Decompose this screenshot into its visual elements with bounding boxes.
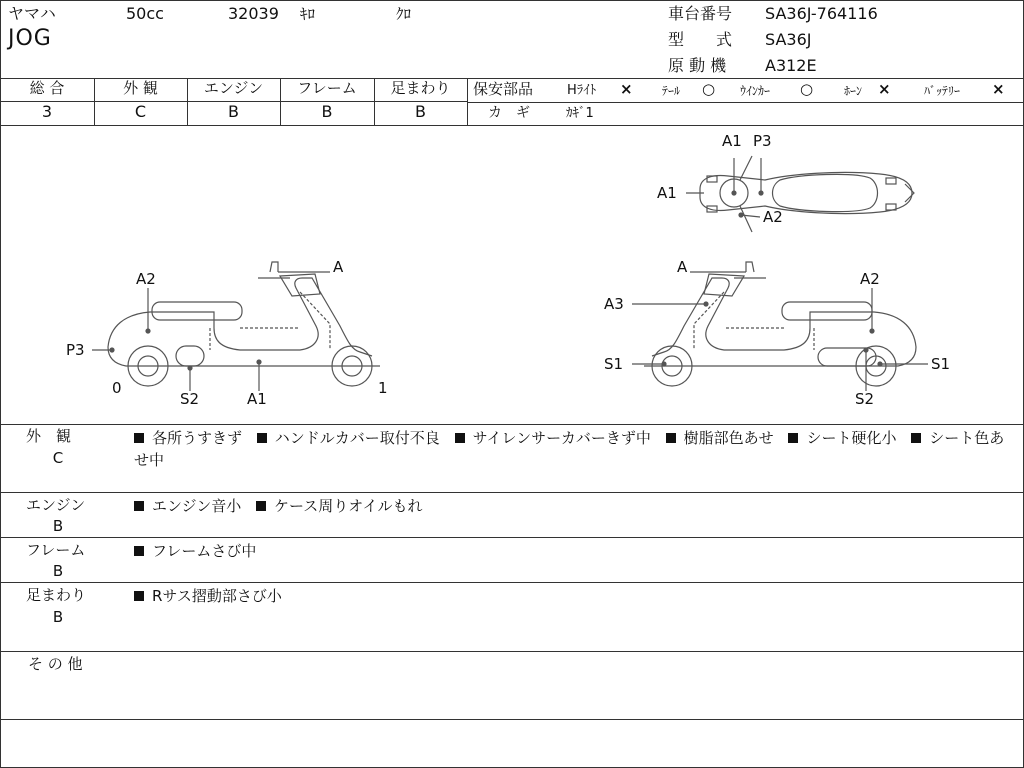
note-item: シート色あせ中	[134, 429, 1005, 469]
safety-battery-label: ﾊﾞｯﾃﾘｰ	[924, 84, 961, 98]
type-value: SA36J	[765, 30, 812, 49]
note-item: エンジン音小	[152, 497, 242, 515]
grade-engine-label: エンジン	[203, 79, 264, 97]
model-name: JOG	[8, 26, 52, 51]
key-value: ｶｷﾞ1	[566, 106, 594, 121]
label-right-s2: S2	[855, 390, 875, 408]
engine-value: A312E	[765, 56, 817, 75]
safety-headlight-mark: ×	[620, 80, 633, 98]
note-item: フレームさび中	[152, 542, 257, 560]
label-left-s2: S2	[180, 390, 200, 408]
label-left-a: A	[333, 258, 344, 276]
maker: ヤマハ	[8, 4, 56, 23]
grade-frame-value: B	[321, 102, 333, 121]
safety-horn-mark: ×	[878, 80, 891, 98]
safety-horn-label: ﾎｰﾝ	[844, 84, 863, 98]
note-exterior-grade: C	[52, 449, 64, 467]
chassis-value: SA36J-764116	[765, 4, 878, 23]
note-engine-grade: B	[52, 517, 64, 535]
label-left-p3: P3	[66, 341, 85, 359]
label-left-0: 0	[112, 379, 122, 397]
note-item: ケース周りオイルもれ	[274, 497, 423, 515]
label-left-a2: A2	[136, 270, 156, 288]
engine-label: 原 動 機	[668, 56, 727, 75]
note-exterior-label: 外 観	[26, 427, 72, 445]
safety-battery-mark: ×	[992, 80, 1005, 98]
safety-winker-label: ｳｲﾝｶｰ	[740, 84, 771, 98]
grade-frame-label: フレーム	[297, 79, 357, 97]
safety-headlight-label: Hﾗｲﾄ	[567, 83, 597, 98]
label-right-a: A	[677, 258, 688, 276]
color: ｸﾛ	[396, 5, 412, 23]
safety-title: 保安部品	[473, 80, 534, 98]
note-item: 樹脂部色あせ	[683, 429, 774, 447]
safety-tail-mark: ○	[702, 80, 716, 98]
note-item: 各所うすきず	[152, 429, 243, 447]
note-other-label: そ の 他	[28, 655, 83, 673]
note-frame-label: フレーム	[26, 541, 86, 559]
grade-overall-value: 3	[41, 102, 53, 121]
note-engine-label: エンジン	[26, 496, 86, 514]
note-item: シート硬化小	[806, 429, 897, 447]
type-label: 型 式	[668, 30, 733, 49]
label-right-s1-rear: S1	[931, 355, 951, 373]
note-suspension-label: 足まわり	[26, 586, 87, 604]
grade-overall-label: 総 合	[29, 79, 65, 97]
label-top-p3: P3	[753, 132, 772, 150]
label-top-a1-left: A1	[657, 184, 677, 202]
label-left-1: 1	[378, 379, 388, 397]
grade-engine-value: B	[228, 102, 239, 121]
label-left-a1: A1	[247, 390, 267, 408]
grade-exterior-value: C	[134, 102, 147, 121]
note-item: サイレンサーカバーきず中	[472, 429, 651, 447]
grade-suspension-label: 足まわり	[390, 79, 451, 97]
note-suspension-grade: B	[52, 608, 64, 626]
displacement: 50cc	[126, 4, 164, 23]
label-right-s1-front: S1	[604, 355, 624, 373]
mileage: 32039	[228, 4, 279, 23]
label-top-a1: A1	[722, 132, 742, 150]
key-label: カ ギ	[488, 105, 530, 121]
note-item: Rサス摺動部さび小	[152, 587, 282, 605]
safety-winker-mark: ○	[800, 80, 814, 98]
chassis-label: 車台番号	[668, 4, 733, 23]
grade-suspension-value: B	[415, 102, 426, 121]
mileage-unit: ｷﾛ	[300, 5, 316, 23]
note-frame-grade: B	[52, 562, 64, 580]
label-right-a2: A2	[860, 270, 880, 288]
label-right-a3: A3	[604, 295, 624, 313]
label-top-a2: A2	[763, 208, 783, 226]
note-item: ハンドルカバー取付不良	[274, 429, 440, 447]
grade-exterior-label: 外 観	[123, 79, 158, 97]
safety-tail-label: ﾃｰﾙ	[662, 84, 681, 98]
